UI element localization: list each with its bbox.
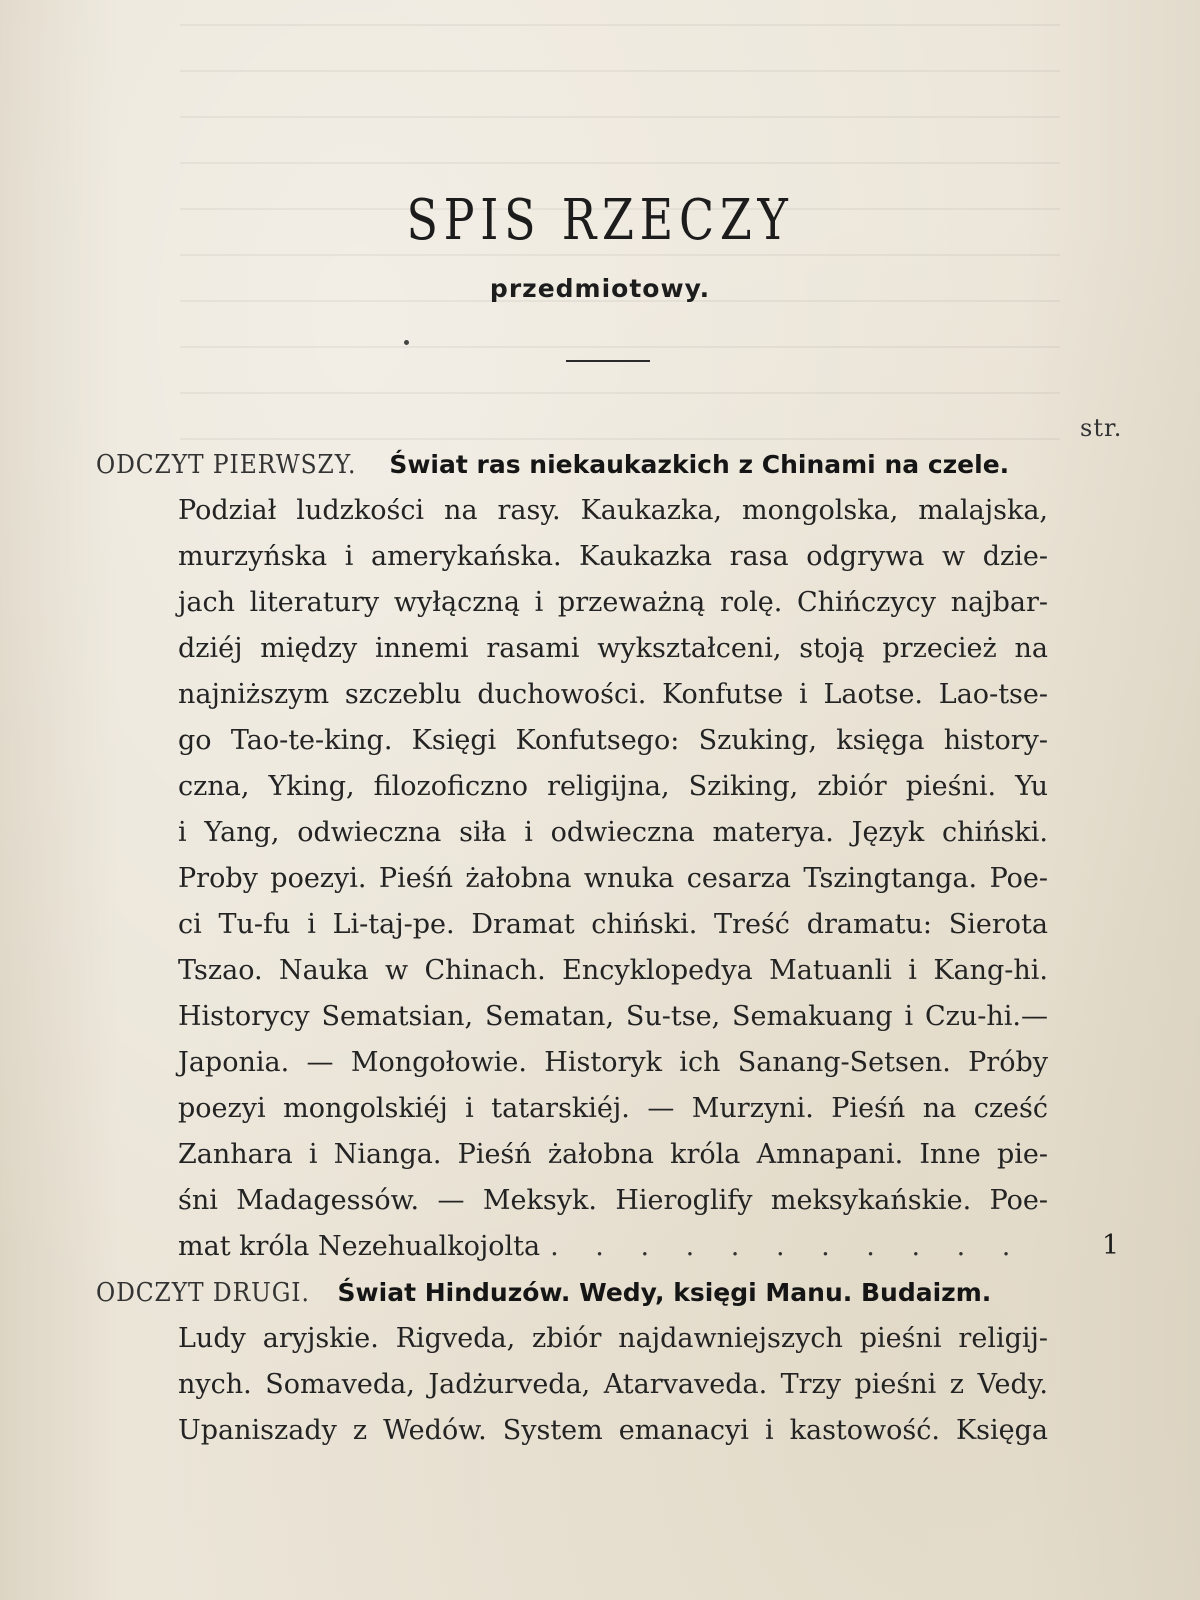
entry-2-line: nych. Somaveda, Jadżurveda, Atarvaveda. Trzy pieśni z Vedy. — [178, 1369, 1048, 1400]
entry-1-line: ci Tu-fu i Li-taj-pe. Dramat chiński. Treść dramatu: Sierota — [178, 909, 1048, 940]
page-subtitle: przedmiotowy. — [489, 274, 711, 303]
entry-2-label: ODCZYT DRUGI. — [96, 1278, 310, 1308]
ink-speck — [404, 340, 409, 345]
entry-2-line: Ludy aryjskie. Rigveda, zbiór najdawniejszych pieśni religij- — [178, 1323, 1048, 1354]
entry-1-line: śni Madagessów. — Meksyk. Hieroglify meksykańskie. Poe- — [178, 1185, 1048, 1216]
entry-1-line: i Yang, odwieczna siła i odwieczna materya. Język chiński. — [178, 817, 1048, 848]
entry-1-line: poezyi mongolskiéj i tatarskiéj. — Murzyni. Pieśń na cześć — [178, 1093, 1048, 1124]
entry-2-title: Świat Hinduzów. Wedy, księgi Manu. Budaizm. — [337, 1278, 992, 1307]
entry-2-heading — [96, 1276, 1048, 1310]
dot-leaders: . . . . . . . . . . . — [550, 1231, 1025, 1262]
entry-1-heading — [96, 448, 1048, 482]
page-column-label: str. — [1080, 414, 1123, 442]
entry-1-line: Japonia. — Mongołowie. Historyk ich Sanang-Setsen. Próby — [178, 1047, 1048, 1078]
entry-1-line: go Tao-te-king. Księgi Konfutsego: Szuking, księga history- — [178, 725, 1048, 756]
entry-1-line: Proby poezyi. Pieśń żałobna wnuka cesarza Tszingtanga. Poe- — [178, 863, 1048, 894]
entry-1-line: jach literatury wyłączną i przeważną rolę. Chińczycy najbar- — [178, 587, 1048, 618]
entry-1-label: ODCZYT PIERWSZY. — [96, 450, 357, 480]
entry-1-line: Historycy Sematsian, Sematan, Su-tse, Semakuang i Czu-hi.— — [178, 1001, 1048, 1032]
entry-2-line: Upaniszady z Wedów. System emanacyi i kastowość. Księga — [178, 1415, 1048, 1446]
entry-1-line: Podział ludzkości na rasy. Kaukazka, mongolska, malajska, — [178, 495, 1048, 526]
entry-1-line: najniższym szczeblu duchowości. Konfutse i Laotse. Lao-tse- — [178, 679, 1048, 710]
page-title: SPIS RZECZY — [406, 188, 794, 253]
entry-1-title: Świat ras niekaukazkich z Chinami na czele. — [389, 450, 1010, 479]
entry-1-line: czna, Yking, filozoficzno religijna, Sziking, zbiór pieśni. Yu — [178, 771, 1048, 802]
entry-1-page-number: 1 — [1102, 1230, 1120, 1261]
title-divider — [566, 360, 650, 362]
entry-1-line: Tszao. Nauka w Chinach. Encyklopedya Matuanli i Kang-hi. — [178, 955, 1048, 986]
entry-1-line: murzyńska i amerykańska. Kaukazka rasa odgrywa w dzie- — [178, 541, 1048, 572]
entry-1-last-line — [178, 1230, 1048, 1264]
entry-1-last-text: mat króla Nezehualkojolta — [178, 1231, 541, 1262]
entry-1-line: dziéj między innemi rasami wykształceni, stoją przecież na — [178, 633, 1048, 664]
entry-1-line: Zanhara i Nianga. Pieśń żałobna króla Amnapani. Inne pie- — [178, 1139, 1048, 1170]
